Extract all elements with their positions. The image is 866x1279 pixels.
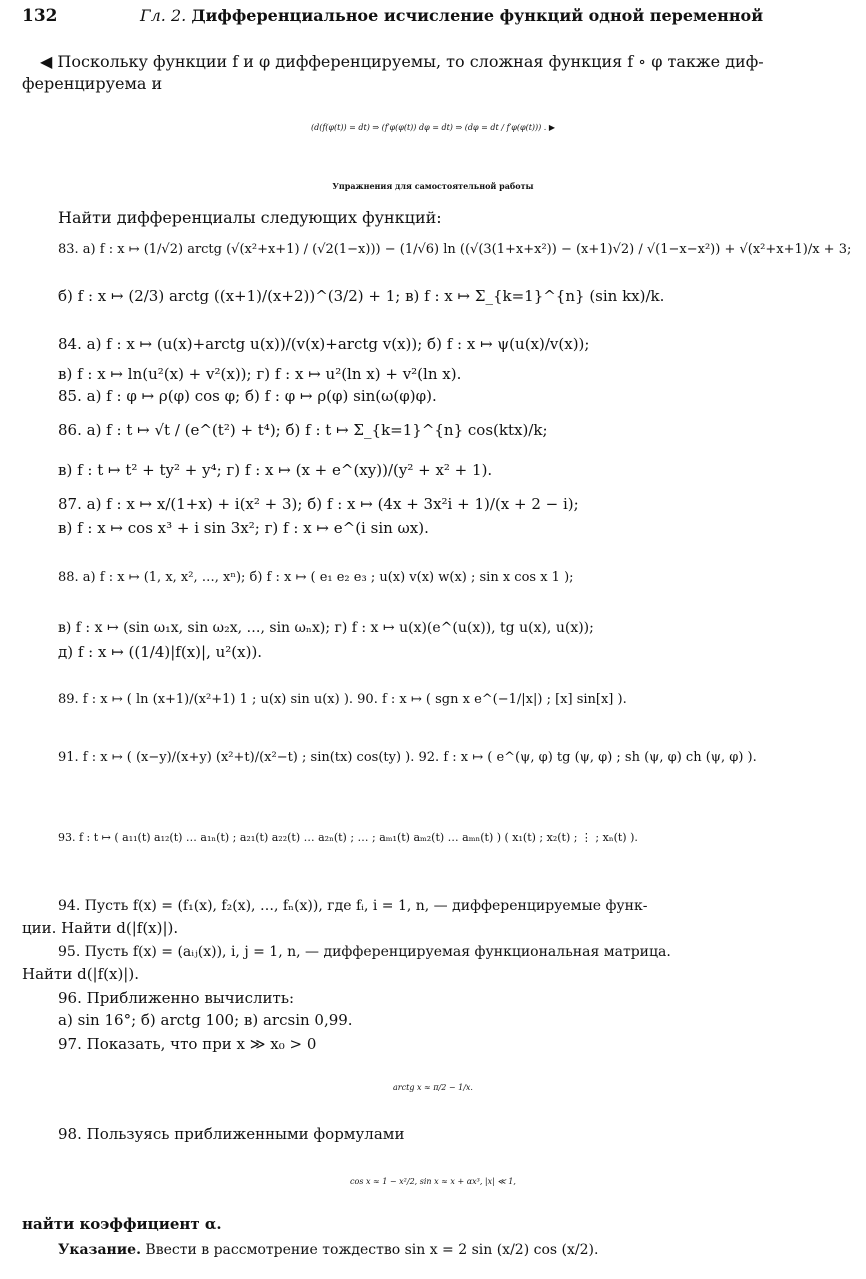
running-header (140, 6, 763, 26)
exercise-98: 98. Пользуясь приближенными формулами (58, 1125, 405, 1143)
exercise-87a: 87. а) f : x ↦ x/(1+x) + i(x² + 3); б) f : x ↦ (4x + 3x²i + 1)/(x + 2 − i); (58, 495, 579, 513)
exercise-96-cont: а) sin 16°; б) arctg 100; в) arcsin 0,99. (58, 1011, 353, 1029)
exercise-86a: 86. а) f : t ↦ √t / (e^(t²) + t⁴); б) f : t ↦ Σ_{k=1}^{n} cos(ktx)/k; (58, 421, 548, 439)
exercise-88b: в) f : x ↦ (sin ω₁x, sin ω₂x, …, sin ωₙx); г) f : x ↦ u(x)(e^(u(x)), tg u(x), u(x)); (58, 620, 594, 636)
chapter-title: Дифференциальное исчисление функций одной переменной (191, 6, 764, 25)
task-statement: Найти дифференциалы следующих функций: (58, 208, 442, 227)
exercise-88c: д) f : x ↦ ((1/4)|f(x)|, u²(x)). (58, 643, 263, 661)
exercise-95: 95. Пусть f(x) = (aᵢⱼ(x)), i, j = 1, n, — дифференцируемая функциональная матрица. (58, 944, 671, 960)
exercise-87b: в) f : x ↦ cos x³ + i sin 3x²; г) f : x ↦ e^(i sin ωx). (58, 519, 429, 537)
exercise-96: 96. Приближенно вычислить: (58, 989, 295, 1007)
intro-line-1: ◀ Поскольку функции f и φ дифференцируемы, то сложная функция f ∘ φ также диф- (40, 52, 764, 71)
exercise-94: 94. Пусть f(x) = (f₁(x), f₂(x), …, fₙ(x)), где fᵢ, i = 1, n, — дифференцируемые функ- (58, 898, 648, 914)
exercise-91-92: 91. f : x ↦ ( (x−y)/(x+y) (x²+t)/(x²−t) ; sin(tx) cos(ty) ). 92. f : x ↦ ( e^(ψ, φ) tg (ψ, φ) ; sh (ψ, φ) ch (ψ, φ) ). (58, 750, 757, 765)
hint-text: Ввести в рассмотрение тождество sin x = 2 sin (x/2) cos (x/2). (145, 1242, 599, 1258)
exercise-93: 93. f : t ↦ ( a₁₁(t) a₁₂(t) … a₁ₙ(t) ; a₂₁(t) a₂₂(t) … a₂ₙ(t) ; … ; aₘ₁(t) aₘ₂(t) … aₘₙ(t) ) ( x₁(t) ; x₂(t) ; ⋮ ; xₙ(t) ). (58, 831, 638, 844)
exercise-84b: в) f : x ↦ ln(u²(x) + v²(x)); г) f : x ↦ u²(ln x) + v²(ln x). (58, 365, 462, 383)
hint (58, 1240, 598, 1260)
exercise-86b: в) f : t ↦ t² + ty² + y⁴; г) f : x ↦ (x + e^(xy))/(y² + x² + 1). (58, 461, 493, 479)
exercise-98-cont: найти коэффициент α. (22, 1215, 222, 1233)
page-number: 132 (22, 6, 58, 26)
exercise-88a: 88. а) f : x ↦ (1, x, x², …, xⁿ); б) f : x ↦ ( e₁ e₂ e₃ ; u(x) v(x) w(x) ; sin x cos x 1 ); (58, 570, 574, 585)
intro-line-2: ференцируема и (22, 74, 163, 93)
exercise-84a: 84. а) f : x ↦ (u(x)+arctg u(x))/(v(x)+arctg v(x)); б) f : x ↦ ψ(u(x)/v(x)); (58, 335, 590, 353)
section-title: Упражнения для самостоятельной работы (332, 181, 534, 191)
exercise-97: 97. Показать, что при x ≫ x₀ > 0 (58, 1035, 317, 1053)
exercise-85: 85. а) f : φ ↦ ρ(φ) cos φ; б) f : φ ↦ ρ(φ) sin(ω(φ)φ). (58, 387, 437, 405)
exercise-97-formula: arctg x ≈ π/2 − 1/x. (393, 1083, 473, 1092)
hint-label: Указание. (58, 1242, 141, 1258)
exercise-95-cont: Найти d(|f(x)|). (22, 965, 139, 983)
chapter-label: Гл. 2. (140, 6, 187, 25)
intro-formula: (d(f(φ(t)) = dt) ⇒ (f′φ(φ(t)) dφ = dt) ⇒ (dφ = dt / f′φ(φ(t))) . ▶ (310, 123, 556, 132)
exercise-83a: 83. а) f : x ↦ (1/√2) arctg (√(x²+x+1) / (√2(1−x))) − (1/√6) ln ((√(3(1+x+x²)) − (x+1)√2) / √(1−x−x²)) + √(x²+x+1)/x + 3; (58, 242, 852, 257)
exercise-83b: б) f : x ↦ (2/3) arctg ((x+1)/(x+2))^(3/2) + 1; в) f : x ↦ Σ_{k=1}^{n} (sin kx)/k. (58, 287, 665, 305)
exercise-89-90: 89. f : x ↦ ( ln (x+1)/(x²+1) 1 ; u(x) sin u(x) ). 90. f : x ↦ ( sgn x e^(−1/|x|) ; [x] sin[x] ). (58, 692, 627, 707)
exercise-94-cont: ции. Найти d(|f(x)|). (22, 919, 179, 937)
exercise-98-formula: cos x ≈ 1 − x²/2, sin x ≈ x + αx³, |x| ≪ 1, (350, 1177, 516, 1186)
